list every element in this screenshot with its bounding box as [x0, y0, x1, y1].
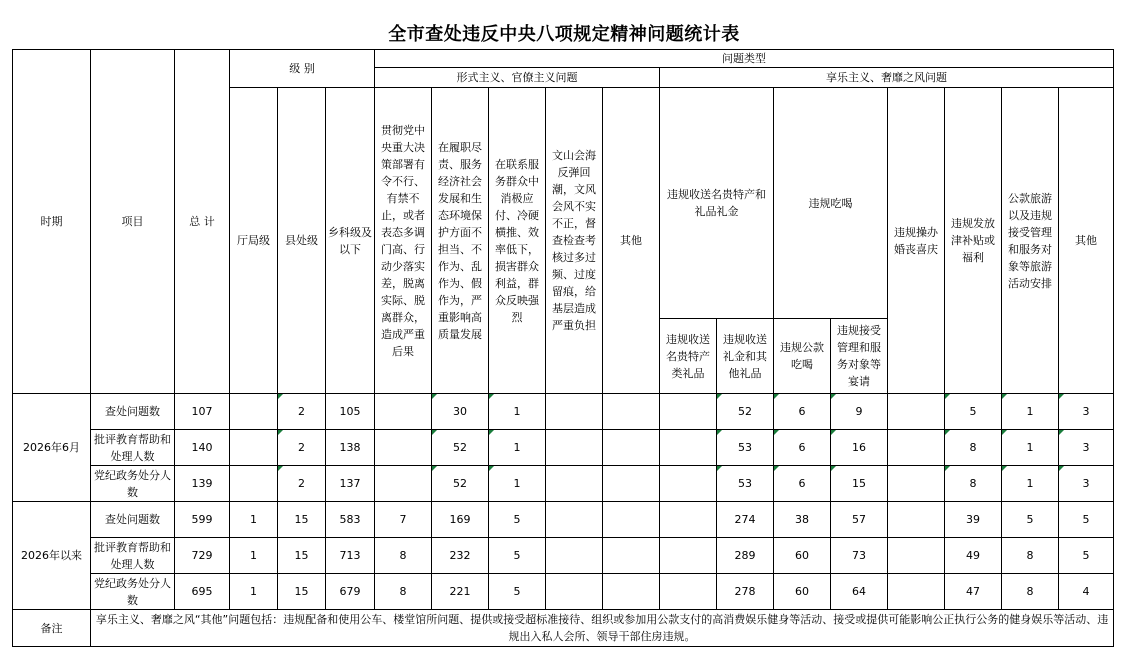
- value-cell: 221: [432, 574, 489, 610]
- item-cell: 批评教育帮助和处理人数: [91, 430, 175, 466]
- value-cell: 583: [326, 502, 375, 538]
- header-eating: 违规吃喝: [774, 88, 888, 319]
- value-cell: 4: [1059, 574, 1114, 610]
- value-cell: 15: [278, 574, 326, 610]
- value-cell: 8: [375, 538, 432, 574]
- value-cell: [230, 466, 278, 502]
- value-cell: [603, 394, 660, 430]
- value-cell: 73: [831, 538, 888, 574]
- value-cell: [888, 574, 945, 610]
- value-cell: 1: [230, 574, 278, 610]
- value-cell: [230, 430, 278, 466]
- value-cell: 140: [175, 430, 230, 466]
- value-cell: 7: [375, 502, 432, 538]
- header-hedonism-other: 其他: [1059, 88, 1114, 394]
- value-cell: 5: [489, 538, 546, 574]
- header-eating-banquet: 违规接受管理和服务对象等宴请: [831, 319, 888, 394]
- value-cell: 1: [1002, 430, 1059, 466]
- value-cell: [603, 574, 660, 610]
- value-cell: 1: [230, 502, 278, 538]
- value-cell: 5: [1002, 502, 1059, 538]
- value-cell: [375, 430, 432, 466]
- value-cell: 2: [278, 466, 326, 502]
- header-total: 总 计: [175, 50, 230, 394]
- value-cell: [888, 466, 945, 502]
- header-allowance: 违规发放津补贴或福利: [945, 88, 1002, 394]
- statistics-table: [12, 49, 1114, 647]
- value-cell: 5: [1059, 502, 1114, 538]
- item-cell: 批评教育帮助和处理人数: [91, 538, 175, 574]
- table-row: [13, 502, 1114, 538]
- value-cell: 15: [278, 538, 326, 574]
- header-gift: 违规收送名贵特产和礼品礼金: [660, 88, 774, 319]
- value-cell: 679: [326, 574, 375, 610]
- header-formalism-2: 在履职尽责、服务经济社会发展和生态环境保护方面不担当、不作为、乱作为、假作为，严重影响高质量发展: [432, 88, 489, 394]
- value-cell: 105: [326, 394, 375, 430]
- header-gift-specialty: 违规收送名贵特产类礼品: [660, 319, 717, 394]
- period-cell: 2026年6月: [13, 394, 91, 502]
- value-cell: [660, 466, 717, 502]
- value-cell: 278: [717, 574, 774, 610]
- value-cell: [603, 466, 660, 502]
- value-cell: 138: [326, 430, 375, 466]
- header-travel: 公款旅游以及违规接受管理和服务对象等旅游活动安排: [1002, 88, 1059, 394]
- value-cell: 49: [945, 538, 1002, 574]
- value-cell: 6: [774, 466, 831, 502]
- header-level: 级 别: [230, 50, 375, 88]
- table-row: [13, 538, 1114, 574]
- value-cell: 39: [945, 502, 1002, 538]
- value-cell: 232: [432, 538, 489, 574]
- header-formalism-other: 其他: [603, 88, 660, 394]
- value-cell: [888, 430, 945, 466]
- header-problem-type: 问题类型: [375, 50, 1114, 68]
- period-cell: 2026年以来: [13, 502, 91, 610]
- value-cell: 5: [489, 502, 546, 538]
- value-cell: 3: [1059, 394, 1114, 430]
- value-cell: 1: [1002, 466, 1059, 502]
- value-cell: [375, 466, 432, 502]
- value-cell: 3: [1059, 430, 1114, 466]
- value-cell: [660, 574, 717, 610]
- value-cell: [546, 538, 603, 574]
- value-cell: 15: [831, 466, 888, 502]
- value-cell: 8: [375, 574, 432, 610]
- value-cell: 1: [230, 538, 278, 574]
- header-level-xian: 县处级: [278, 88, 326, 394]
- value-cell: 2: [278, 394, 326, 430]
- value-cell: [888, 538, 945, 574]
- value-cell: 8: [1002, 538, 1059, 574]
- value-cell: 107: [175, 394, 230, 430]
- value-cell: 60: [774, 574, 831, 610]
- value-cell: [546, 430, 603, 466]
- value-cell: 599: [175, 502, 230, 538]
- header-eating-public: 违规公款吃喝: [774, 319, 831, 394]
- value-cell: 8: [945, 466, 1002, 502]
- table-row: [13, 466, 1114, 502]
- value-cell: 274: [717, 502, 774, 538]
- header-formalism-1: 贯彻党中央重大决策部署有令不行、有禁不止，或者表态多调门高、行动少落实差，脱离实际、脱离群众，造成严重后果: [375, 88, 432, 394]
- value-cell: 30: [432, 394, 489, 430]
- value-cell: 60: [774, 538, 831, 574]
- item-cell: 查处问题数: [91, 502, 175, 538]
- value-cell: 15: [278, 502, 326, 538]
- value-cell: 3: [1059, 466, 1114, 502]
- header-gift-money: 违规收送礼金和其他礼品: [717, 319, 774, 394]
- item-cell: 查处问题数: [91, 394, 175, 430]
- header-formalism: 形式主义、官僚主义问题: [375, 68, 660, 88]
- value-cell: 1: [489, 430, 546, 466]
- value-cell: [230, 394, 278, 430]
- value-cell: [546, 502, 603, 538]
- value-cell: 9: [831, 394, 888, 430]
- value-cell: [888, 502, 945, 538]
- value-cell: 1: [489, 394, 546, 430]
- value-cell: 139: [175, 466, 230, 502]
- value-cell: 713: [326, 538, 375, 574]
- value-cell: 6: [774, 430, 831, 466]
- value-cell: 53: [717, 466, 774, 502]
- value-cell: [888, 394, 945, 430]
- value-cell: 169: [432, 502, 489, 538]
- item-cell: 党纪政务处分人数: [91, 466, 175, 502]
- value-cell: 1: [1002, 394, 1059, 430]
- header-level-xiang: 乡科级及以下: [326, 88, 375, 394]
- remark-label: 备注: [13, 610, 91, 647]
- value-cell: 52: [432, 430, 489, 466]
- header-formalism-3: 在联系服务群众中消极应付、冷硬横推、效率低下，损害群众利益，群众反映强烈: [489, 88, 546, 394]
- value-cell: 53: [717, 430, 774, 466]
- value-cell: 6: [774, 394, 831, 430]
- value-cell: 52: [432, 466, 489, 502]
- value-cell: [603, 430, 660, 466]
- value-cell: [660, 394, 717, 430]
- value-cell: 64: [831, 574, 888, 610]
- value-cell: 52: [717, 394, 774, 430]
- value-cell: 729: [175, 538, 230, 574]
- value-cell: [546, 466, 603, 502]
- header-hedonism: 享乐主义、奢靡之风问题: [660, 68, 1114, 88]
- value-cell: [546, 394, 603, 430]
- value-cell: [375, 394, 432, 430]
- header-wedding: 违规操办婚丧喜庆: [888, 88, 945, 394]
- value-cell: 695: [175, 574, 230, 610]
- value-cell: 5: [1059, 538, 1114, 574]
- value-cell: 1: [489, 466, 546, 502]
- value-cell: 16: [831, 430, 888, 466]
- value-cell: 38: [774, 502, 831, 538]
- table-row: [13, 430, 1114, 466]
- value-cell: 8: [945, 430, 1002, 466]
- value-cell: [660, 430, 717, 466]
- table-row: [13, 394, 1114, 430]
- value-cell: 137: [326, 466, 375, 502]
- header-level-ting: 厅局级: [230, 88, 278, 394]
- remark-text: 享乐主义、奢靡之风“其他”问题包括：违规配备和使用公车、楼堂馆所问题、提供或接受超标准接待、组织或参加用公款支付的高消费娱乐健身等活动、接受或提供可能影响公正执行公务的健身娱乐等活动、违规出入私人会所、领导干部住房违规。: [91, 610, 1114, 647]
- value-cell: [660, 538, 717, 574]
- header-item: 项目: [91, 50, 175, 394]
- value-cell: 8: [1002, 574, 1059, 610]
- header-formalism-4: 文山会海反弹回潮，文风会风不实不正，督查检查考核过多过频、过度留痕，给基层造成严重负担: [546, 88, 603, 394]
- item-cell: 党纪政务处分人数: [91, 574, 175, 610]
- table-title: 全市查处违反中央八项规定精神问题统计表: [388, 24, 740, 45]
- value-cell: 47: [945, 574, 1002, 610]
- value-cell: 5: [945, 394, 1002, 430]
- value-cell: [603, 538, 660, 574]
- value-cell: [546, 574, 603, 610]
- table-row: [13, 574, 1114, 610]
- value-cell: 289: [717, 538, 774, 574]
- value-cell: 2: [278, 430, 326, 466]
- value-cell: 5: [489, 574, 546, 610]
- header-period: 时期: [13, 50, 91, 394]
- value-cell: [660, 502, 717, 538]
- value-cell: [603, 502, 660, 538]
- value-cell: 57: [831, 502, 888, 538]
